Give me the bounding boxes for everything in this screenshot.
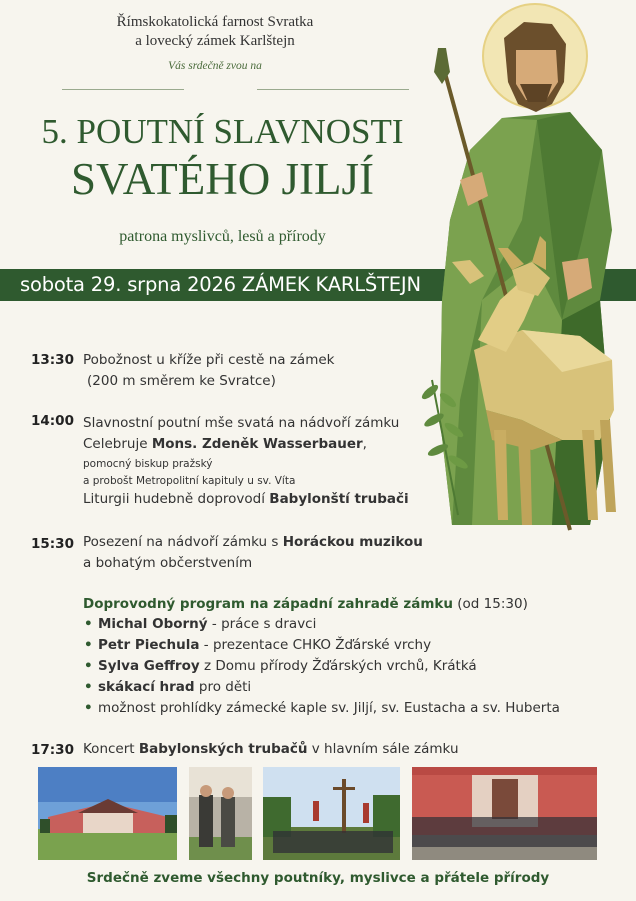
photo-chateau — [38, 767, 177, 860]
photo-cross-gathering — [263, 767, 400, 860]
photo-courtyard-mass — [412, 767, 597, 860]
saint-giles-with-deer-illustration — [412, 0, 636, 540]
event-1530-line-2: a bohatým občerstvením — [83, 555, 253, 571]
event-1530-line-1: Posezení na nádvoří zámku s Horáckou muzikou — [83, 534, 423, 550]
list-item: • Petr Piechula - prezentace CHKO Žďárské vrchy — [98, 637, 560, 658]
event-1400-line-1: Slavnostní poutní mše svatá na nádvoří zámku — [83, 415, 400, 431]
photo-people-outdoor — [189, 767, 252, 860]
organizer-line-2: a lovecký zámek Karlštejn — [135, 33, 295, 49]
music-group-name: Babylonští trubači — [269, 491, 409, 507]
organizer-line-1: Římskokatolická farnost Svratka — [116, 14, 314, 30]
list-item: • Michal Oborný - práce s dravci — [98, 616, 560, 637]
event-1330-line-1: Pobožnost u kříže při cestě na zámek — [83, 352, 335, 368]
list-item: • Sylva Geffroy z Domu přírody Žďárských vrchů, Krátká — [98, 658, 560, 679]
band-name: Horáckou muzikou — [282, 534, 423, 550]
side-program-heading: Doprovodný program na západní zahradě zámku (od 15:30) — [83, 596, 528, 612]
event-title-line-1: 5. POUTNÍ SLAVNOSTI — [41, 112, 404, 151]
divider-left — [62, 89, 184, 90]
list-item: • možnost prohlídky zámecké kaple sv. Jiljí, sv. Eustacha a sv. Huberta — [98, 700, 560, 721]
event-title-line-2: SVATÉHO JILJÍ — [71, 154, 374, 204]
divider-right — [257, 89, 409, 90]
time-1330: 13:30 — [31, 352, 74, 368]
event-1400-line-5: Liturgii hudebně doprovodí Babylonští trubači — [83, 491, 409, 507]
time-1530: 15:30 — [31, 536, 74, 552]
date-location-text: sobota 29. srpna 2026 ZÁMEK KARLŠTEJN — [20, 273, 421, 296]
event-1400-line-3: pomocný biskup pražský — [83, 458, 213, 470]
event-1400-line-4: a probošt Metropolitní kapituly u sv. Víta — [83, 475, 296, 487]
invitation-text: Vás srdečně zvou na — [168, 60, 262, 72]
list-item: • skákací hrad pro děti — [98, 679, 560, 700]
celebrant-name: Mons. Zdeněk Wasserbauer — [151, 436, 363, 452]
event-1330-line-2: (200 m směrem ke Svratce) — [87, 373, 276, 389]
concert-line: Koncert Babylonských trubačů v hlavním sále zámku — [83, 741, 459, 757]
time-1730: 17:30 — [31, 742, 74, 758]
concert-performer: Babylonských trubačů — [138, 741, 308, 757]
time-1400: 14:00 — [31, 413, 74, 429]
event-subtitle: patrona myslivců, lesů a přírody — [119, 228, 326, 245]
event-1400-line-2: Celebruje Mons. Zdeněk Wasserbauer, — [83, 436, 367, 452]
closing-invitation: Srdečně zveme všechny poutníky, myslivce a přátele přírody — [86, 870, 550, 886]
side-program-list — [98, 616, 560, 721]
